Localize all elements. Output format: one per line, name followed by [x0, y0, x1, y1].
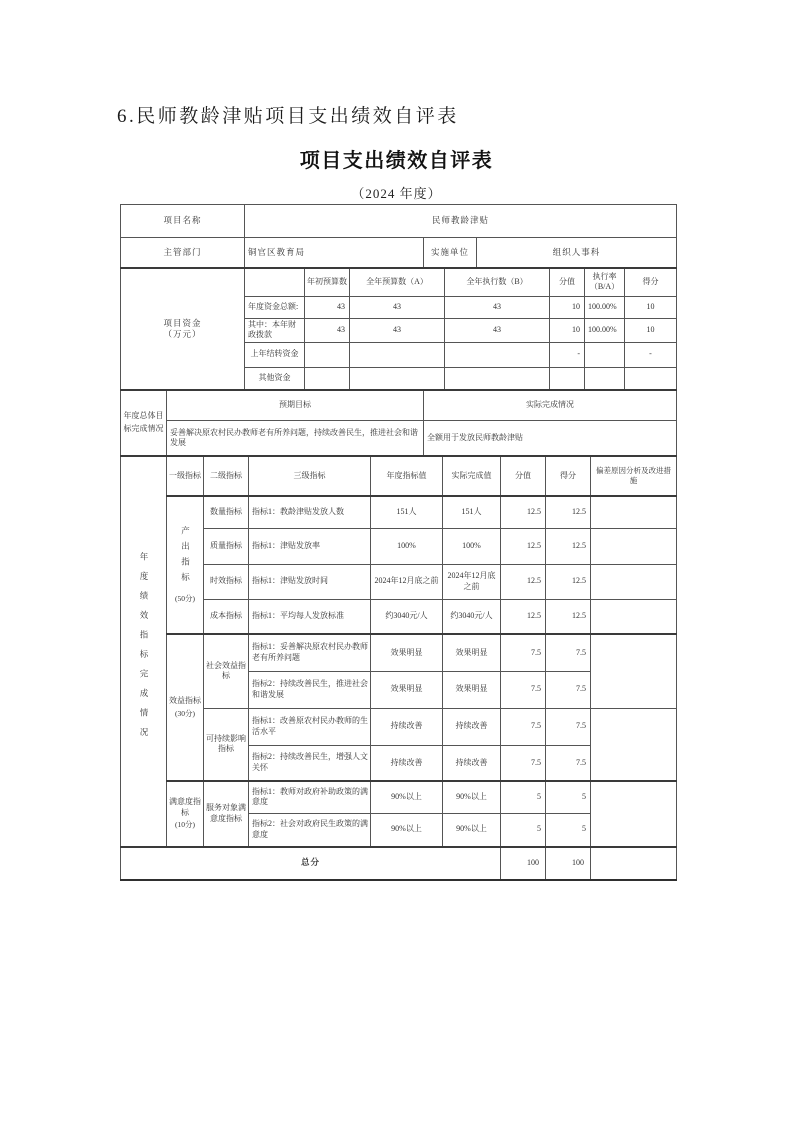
- cell-rate: [585, 367, 625, 389]
- col-actual-value: 实际完成值: [443, 456, 501, 496]
- col-level1: 一级指标: [167, 456, 204, 496]
- cell-initial: 43: [305, 318, 350, 342]
- actual-cell: 151人: [443, 496, 501, 528]
- col-target-value: 年度指标值: [371, 456, 443, 496]
- score-max-cell: 12.5: [501, 528, 546, 564]
- level3-cell: 指标2：社会对政府民生政策的满意度: [249, 813, 371, 846]
- expected-goal-header: 预期目标: [167, 390, 424, 421]
- indicator-row: [121, 496, 677, 528]
- score-cell: 5: [546, 813, 591, 846]
- score-max-cell: 5: [501, 813, 546, 846]
- total-label: 总分: [121, 847, 501, 880]
- actual-cell: 持续改善: [443, 745, 501, 781]
- funding-label-line2: （万元）: [163, 328, 202, 339]
- group-benefit-weight: (30分): [175, 708, 195, 718]
- deviation-cell: [591, 564, 677, 599]
- cell-executed: 43: [445, 296, 550, 318]
- project-name-value: 民师教龄津贴: [245, 205, 677, 238]
- score-cell: 5: [546, 781, 591, 813]
- cell-budget: 43: [350, 296, 445, 318]
- indicators-side-label: [121, 456, 167, 846]
- cell-executed: [445, 367, 550, 389]
- level3-cell: 指标2：持续改善民生，增强人文关怀: [249, 745, 371, 781]
- col-level2: 二级指标: [204, 456, 249, 496]
- total-score: 100: [546, 847, 591, 880]
- dept-value: 铜官区教育局: [245, 238, 424, 268]
- annual-goal-band: [120, 389, 677, 457]
- cell-score: 10: [625, 318, 677, 342]
- col-initial-budget: 年初预算数: [305, 268, 350, 296]
- impl-unit-value: 组织人事科: [477, 238, 677, 268]
- actual-completion-header: 实际完成情况: [424, 390, 677, 421]
- target-cell: 持续改善: [371, 745, 443, 781]
- score-max-cell: 12.5: [501, 599, 546, 634]
- indicator-row: [121, 708, 677, 745]
- target-cell: 2024年12月底之前: [371, 564, 443, 599]
- goal-side-label: 年度总体目标完成情况: [121, 390, 167, 456]
- self-assessment-table: [120, 205, 676, 881]
- dept-label: 主管部门: [121, 238, 245, 268]
- deviation-cell: [591, 496, 677, 528]
- score-cell: 7.5: [546, 671, 591, 708]
- score-cell: 7.5: [546, 708, 591, 745]
- target-cell: 151人: [371, 496, 443, 528]
- group-benefit: [167, 634, 204, 781]
- funding-row-label: 其中：本年财政拨款: [245, 318, 305, 342]
- score-max-cell: 12.5: [501, 496, 546, 528]
- level2-cell: 数量指标: [204, 496, 249, 528]
- cell-budget: [350, 367, 445, 389]
- cell-score: [625, 367, 677, 389]
- level2-cell: 质量指标: [204, 528, 249, 564]
- col-annual-executed: 全年执行数（B）: [445, 268, 550, 296]
- target-cell: 效果明显: [371, 671, 443, 708]
- indicator-row: [121, 781, 677, 813]
- target-cell: 持续改善: [371, 708, 443, 745]
- total-score-max: 100: [501, 847, 546, 880]
- level2-service-satisfaction: 服务对象满意度指标: [204, 781, 249, 846]
- form-subtitle: （2024 年度）: [351, 186, 442, 201]
- exec-rate-line1: 执行率: [592, 271, 617, 281]
- funding-row-label: 上年结转资金: [245, 342, 305, 367]
- col-level3: 三级指标: [249, 456, 371, 496]
- cell-initial: [305, 367, 350, 389]
- score-max-cell: 5: [501, 781, 546, 813]
- cell-score-max: 10: [550, 318, 585, 342]
- level2-cell: 时效指标: [204, 564, 249, 599]
- level3-cell: 指标1：教龄津贴发放人数: [249, 496, 371, 528]
- level3-cell: 指标1：津贴发放时间: [249, 564, 371, 599]
- indicators-band: [120, 455, 677, 847]
- funding-label: [121, 268, 245, 389]
- col-deviation: 偏差原因分析及改进措施: [591, 456, 677, 496]
- score-cell: 12.5: [546, 528, 591, 564]
- group-satisfaction-name: 满意度指标: [169, 797, 201, 817]
- col-score: 得分: [625, 268, 677, 296]
- deviation-cell: [591, 708, 677, 781]
- funding-row-label: 年度资金总额:: [245, 296, 305, 318]
- total-deviation-cell: [591, 847, 677, 880]
- funding-row-label: 其他资金: [245, 367, 305, 389]
- actual-cell: 100%: [443, 528, 501, 564]
- score-max-cell: 12.5: [501, 564, 546, 599]
- target-cell: 100%: [371, 528, 443, 564]
- group-satisfaction-weight: (10分): [175, 820, 195, 830]
- indicators-side-label-text: 年度绩效指标完成情况: [139, 552, 150, 748]
- level3-cell: 指标1：改善原农村民办教师的生活水平: [249, 708, 371, 745]
- cell-score-max: 10: [550, 296, 585, 318]
- deviation-cell: [591, 528, 677, 564]
- cell-rate: [585, 342, 625, 367]
- deviation-cell: [591, 599, 677, 634]
- level2-sustainability: 可持续影响指标: [204, 708, 249, 781]
- group-benefit-name: 效益指标: [169, 696, 201, 706]
- actual-cell: 90%以上: [443, 813, 501, 846]
- score-max-cell: 7.5: [501, 708, 546, 745]
- score-cell: 7.5: [546, 745, 591, 781]
- score-cell: 7.5: [546, 634, 591, 671]
- basic-info-band: [120, 204, 677, 268]
- form-title: 项目支出绩效自评表: [299, 150, 494, 172]
- cell-score-max: -: [550, 342, 585, 367]
- col-score: 得分: [546, 456, 591, 496]
- level3-cell: 指标1：妥善解决原农村民办教师老有所养问题: [249, 634, 371, 671]
- exec-rate-line2: （B/A）: [589, 282, 620, 292]
- group-output-name: 产出指标: [180, 526, 191, 589]
- target-cell: 90%以上: [371, 781, 443, 813]
- cell-executed: [445, 342, 550, 367]
- score-max-cell: 7.5: [501, 671, 546, 708]
- cell-rate: 100.00%: [585, 296, 625, 318]
- target-cell: 效果明显: [371, 634, 443, 671]
- funding-band: [120, 267, 677, 390]
- target-cell: 90%以上: [371, 813, 443, 846]
- project-name-label: 项目名称: [121, 205, 245, 238]
- level3-cell: 指标1：教师对政府补助政策的满意度: [249, 781, 371, 813]
- group-satisfaction: [167, 781, 204, 846]
- cell-score: -: [625, 342, 677, 367]
- deviation-cell: [591, 781, 677, 846]
- indicator-row: [121, 528, 677, 564]
- deviation-cell: [591, 634, 677, 708]
- cell-executed: 43: [445, 318, 550, 342]
- funding-sublabel-header: [245, 268, 305, 296]
- cell-score: 10: [625, 296, 677, 318]
- actual-cell: 持续改善: [443, 708, 501, 745]
- actual-cell: 约3040元/人: [443, 599, 501, 634]
- level3-cell: 指标1：平均每人发放标准: [249, 599, 371, 634]
- cell-rate: 100.00%: [585, 318, 625, 342]
- funding-label-line1: 项目资金: [163, 317, 202, 328]
- cell-initial: 43: [305, 296, 350, 318]
- group-output: [167, 496, 204, 634]
- total-band: [120, 846, 677, 881]
- actual-completion-text: 全额用于发放民师教龄津贴: [424, 421, 677, 456]
- indicator-row: [121, 599, 677, 634]
- actual-cell: 90%以上: [443, 781, 501, 813]
- score-max-cell: 7.5: [501, 745, 546, 781]
- actual-cell: 效果明显: [443, 671, 501, 708]
- col-score-max: 分值: [501, 456, 546, 496]
- indicator-row: [121, 564, 677, 599]
- impl-unit-label: 实施单位: [424, 238, 477, 268]
- col-exec-rate: [585, 268, 625, 296]
- score-cell: 12.5: [546, 599, 591, 634]
- group-output-weight: (50分): [175, 593, 195, 603]
- cell-initial: [305, 342, 350, 367]
- section-heading: 6.民师教龄津贴项目支出绩效自评表: [117, 106, 459, 127]
- score-cell: 12.5: [546, 496, 591, 528]
- score-cell: 12.5: [546, 564, 591, 599]
- level3-cell: 指标1：津贴发放率: [249, 528, 371, 564]
- level2-cell: 成本指标: [204, 599, 249, 634]
- target-cell: 约3040元/人: [371, 599, 443, 634]
- col-score-max: 分值: [550, 268, 585, 296]
- score-max-cell: 7.5: [501, 634, 546, 671]
- cell-budget: 43: [350, 318, 445, 342]
- level2-social-benefit: 社会效益指标: [204, 634, 249, 708]
- cell-budget: [350, 342, 445, 367]
- expected-goal-text: 妥善解决原农村民办教师老有所养问题，持续改善民生，推进社会和谐发展: [167, 421, 424, 456]
- col-annual-budget: 全年预算数（A）: [350, 268, 445, 296]
- actual-cell: 2024年12月底之前: [443, 564, 501, 599]
- cell-score-max: [550, 367, 585, 389]
- level3-cell: 指标2：持续改善民生，推进社会和谐发展: [249, 671, 371, 708]
- indicator-row: [121, 634, 677, 671]
- actual-cell: 效果明显: [443, 634, 501, 671]
